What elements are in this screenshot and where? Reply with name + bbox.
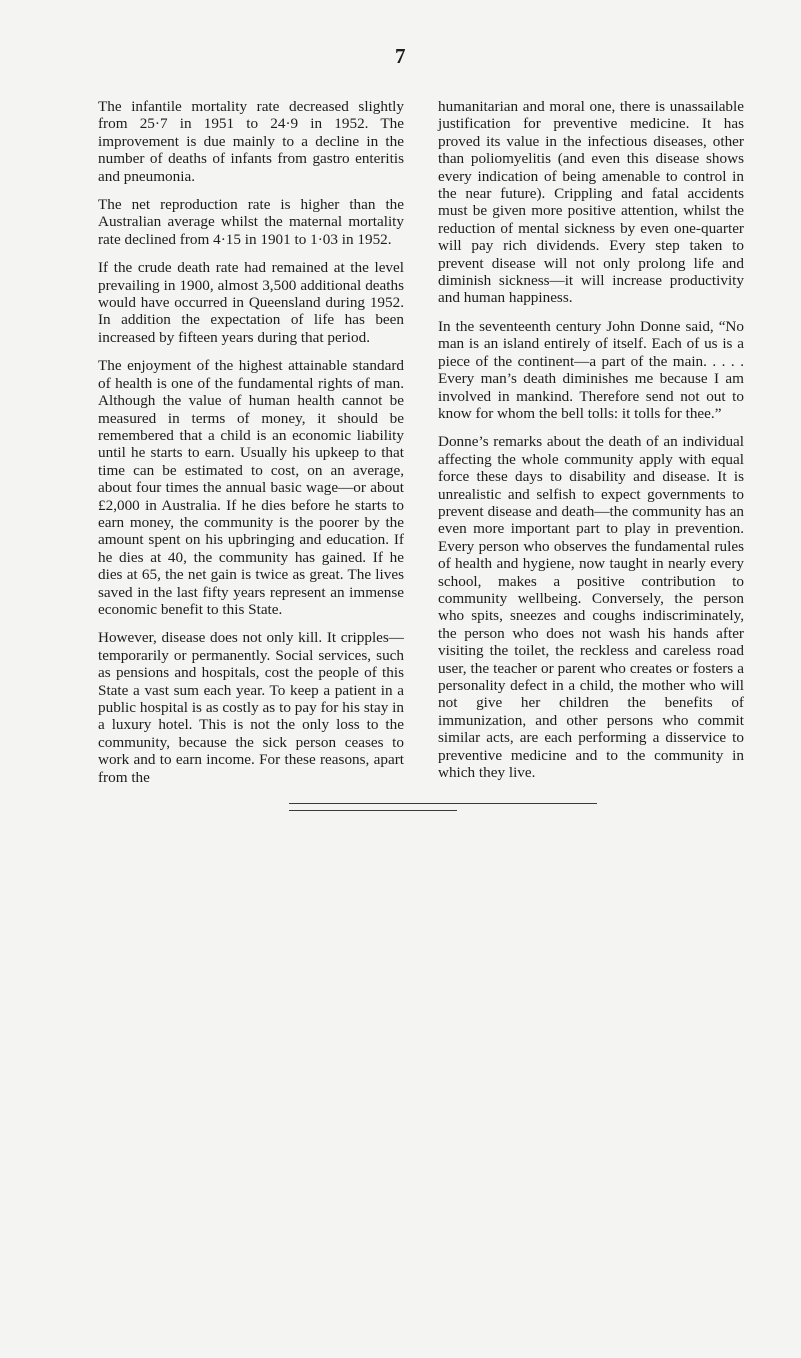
paragraph-health-economics: The enjoyment of the highest attainable standard of health is one of the fundamental rights of man. Although the value of human health cannot be measured in terms of money, it should be remembered that a child is an economic liability until he starts to earn. Usually his upkeep to that time can be estimated to cost, on an average, about four times the annual basic wage—or about £2,000 in Australia. If he dies before he starts to earn money, the community is the poorer by the amount spent on his upbringing and education. If he dies at 40, the community has gained. If he dies at 65, the net gain is twice as great. The lives saved in the last fifty years represent an immense economic benefit to this State.: [98, 357, 404, 618]
paragraph-disease-cripples: However, disease does not only kill. It cripples—temporarily or permanently. Social services, such as pensions and hospitals, cost the people of this State a vast sum each year. To keep a patient in a public hospital is as costly as to pay for his stay in a luxury hotel. This is not the only loss to the community, because the sick person ceases to work and to earn income. For these reasons, apart from the: [98, 629, 404, 786]
paragraph-community-role: Donne’s remarks about the death of an individual affecting the whole community apply with equal force these days to disability and disease. It is unrealistic and selfish to expect governments to prevent disease and death—the community has an even more important part to play in prevention. Every person who observes the fundamental rules of health and hygiene, now taught in nearly every school, makes a positive contribution to community wellbeing. Conversely, the person who spits, sneezes and coughs indiscriminately, the person who does not wash his hands after visiting the toilet, the reckless and careless road user, the teacher or parent who creates or fosters a personality defect in a child, the mother who will not give her children the benefits of immunization, and other persons who commit similar acts, are each performing a disservice to preventive medicine and to the community in which they live.: [438, 433, 744, 782]
paragraph-infant-mortality: The infantile mortality rate decreased slightly from 25·7 in 1951 to 24·9 in 1952. The improvement is due mainly to a decline in the number of deaths of infants from gastro enteritis and pneumonia.: [98, 98, 404, 185]
paragraph-crude-death-rate: If the crude death rate had remained at the level prevailing in 1900, almost 3,500 additional deaths would have occurred in Queensland during 1952. In addition the expectation of life has been increased by fifteen years during that period.: [98, 259, 404, 346]
end-rule-long: [289, 803, 597, 804]
end-rule-short: [289, 810, 457, 811]
paragraph-preventive-medicine: humanitarian and moral one, there is unassailable justification for preventive medicine. It has proved its value in the infectious diseases, other than poliomyelitis (and even this disease shows every indication of being amenable to control in the near future). Crippling and fatal accidents must be given more positive attention, whilst the reduction of mental sickness by even one-quarter will pay rich dividends. Every step taken to prevent disease will not only prolong life and diminish sickness—it will increase productivity and human happiness.: [438, 98, 744, 307]
left-column: [98, 98, 404, 797]
paragraph-john-donne-quote: In the seventeenth century John Donne said, “No man is an island entirely of itself. Each of us is a piece of the continent—a part of the main. . . . . Every man’s death diminishes me because I am involved in mankind. Therefore send not out to know for whom the bell tolls: it tolls for thee.”: [438, 317, 744, 422]
page-number: 7: [395, 44, 406, 68]
paragraph-reproduction-rate: The net reproduction rate is higher than the Australian average whilst the maternal mortality rate declined from 4·15 in 1901 to 1·03 in 1952.: [98, 196, 404, 248]
right-column: [438, 98, 744, 792]
